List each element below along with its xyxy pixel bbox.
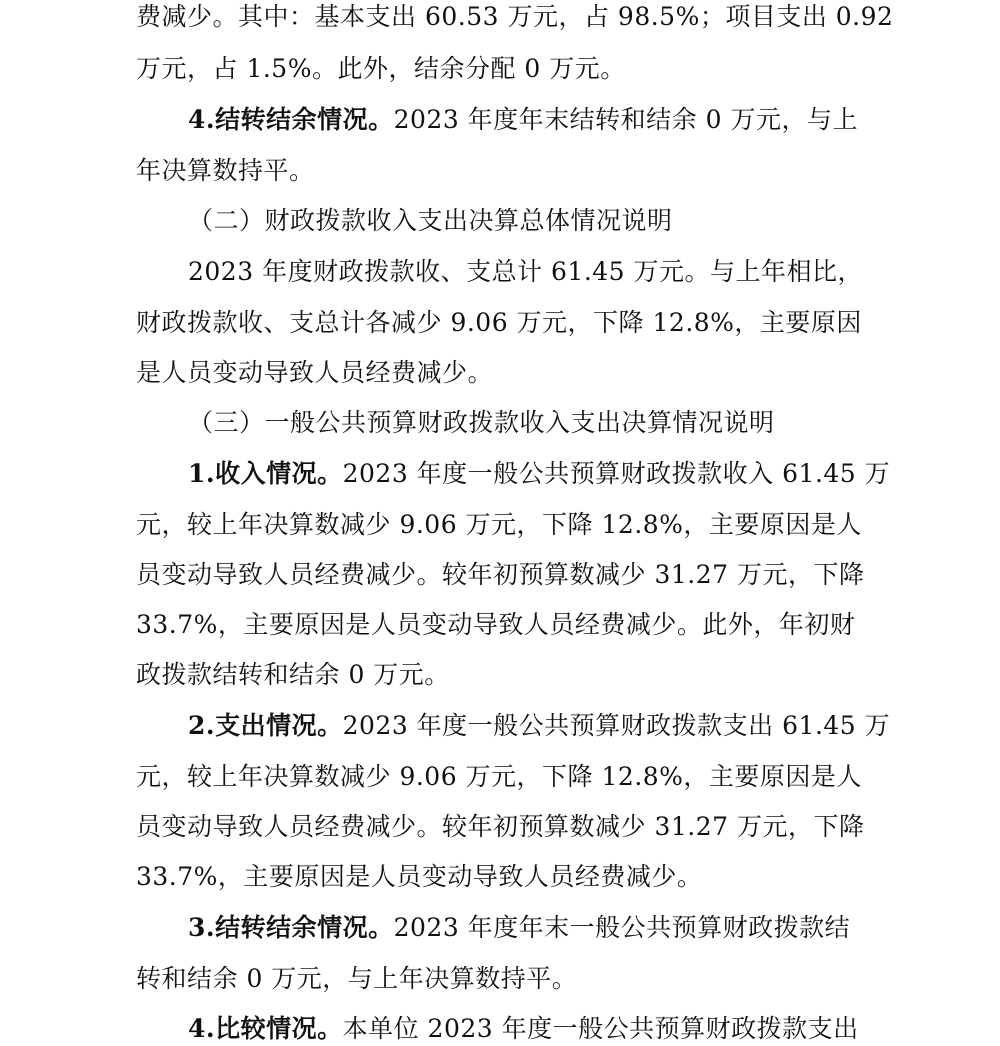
text-line: 元，较上年决算数减少 9.06 万元，下降 12.8%，主要原因是人 xyxy=(136,510,862,539)
text-line: 是人员变动导致人员经费减少。 xyxy=(136,358,494,387)
text-line: 费减少。其中：基本支出 60.53 万元，占 98.5%；项目支出 0.92 xyxy=(136,2,894,31)
subsection-heading: （二）财政拨款收入支出决算总体情况说明 xyxy=(188,206,673,235)
text-line: 转和结余 0 万元，与上年决算数持平。 xyxy=(136,964,578,993)
subsection-heading: （三）一般公共预算财政拨款收入支出决算情况说明 xyxy=(188,408,775,437)
text-line: 2023 年度财政拨款收、支总计 61.45 万元。与上年相比， xyxy=(188,257,864,286)
text-line: 33.7%，主要原因是人员变动导致人员经费减少。此外，年初财 xyxy=(136,610,856,639)
text-line: 元，较上年决算数减少 9.06 万元，下降 12.8%，主要原因是人 xyxy=(136,762,862,791)
text-line: 年决算数持平。 xyxy=(136,156,315,185)
text-line: 员变动导致人员经费减少。较年初预算数减少 31.27 万元，下降 xyxy=(136,812,865,841)
section-heading: 4.比较情况。本单位 2023 年度一般公共预算财政拨款支出 xyxy=(188,1014,859,1043)
section-heading: 1.收入情况。2023 年度一般公共预算财政拨款收入 61.45 万 xyxy=(188,459,891,488)
text-line: 33.7%，主要原因是人员变动导致人员经费减少。 xyxy=(136,862,703,891)
text-line: 员变动导致人员经费减少。较年初预算数减少 31.27 万元，下降 xyxy=(136,560,865,589)
text-line: 财政拨款收、支总计各减少 9.06 万元，下降 12.8%，主要原因 xyxy=(136,308,862,337)
section-heading: 2.支出情况。2023 年度一般公共预算财政拨款支出 61.45 万 xyxy=(188,711,891,740)
text-line: 政拨款结转和结余 0 万元。 xyxy=(136,660,450,689)
section-heading: 3.结转结余情况。2023 年度年末一般公共预算财政拨款结 xyxy=(188,913,851,942)
section-heading: 4.结转结余情况。2023 年度年末结转和结余 0 万元，与上 xyxy=(188,105,858,134)
text-line: 万元，占 1.5%。此外，结余分配 0 万元。 xyxy=(136,54,626,83)
